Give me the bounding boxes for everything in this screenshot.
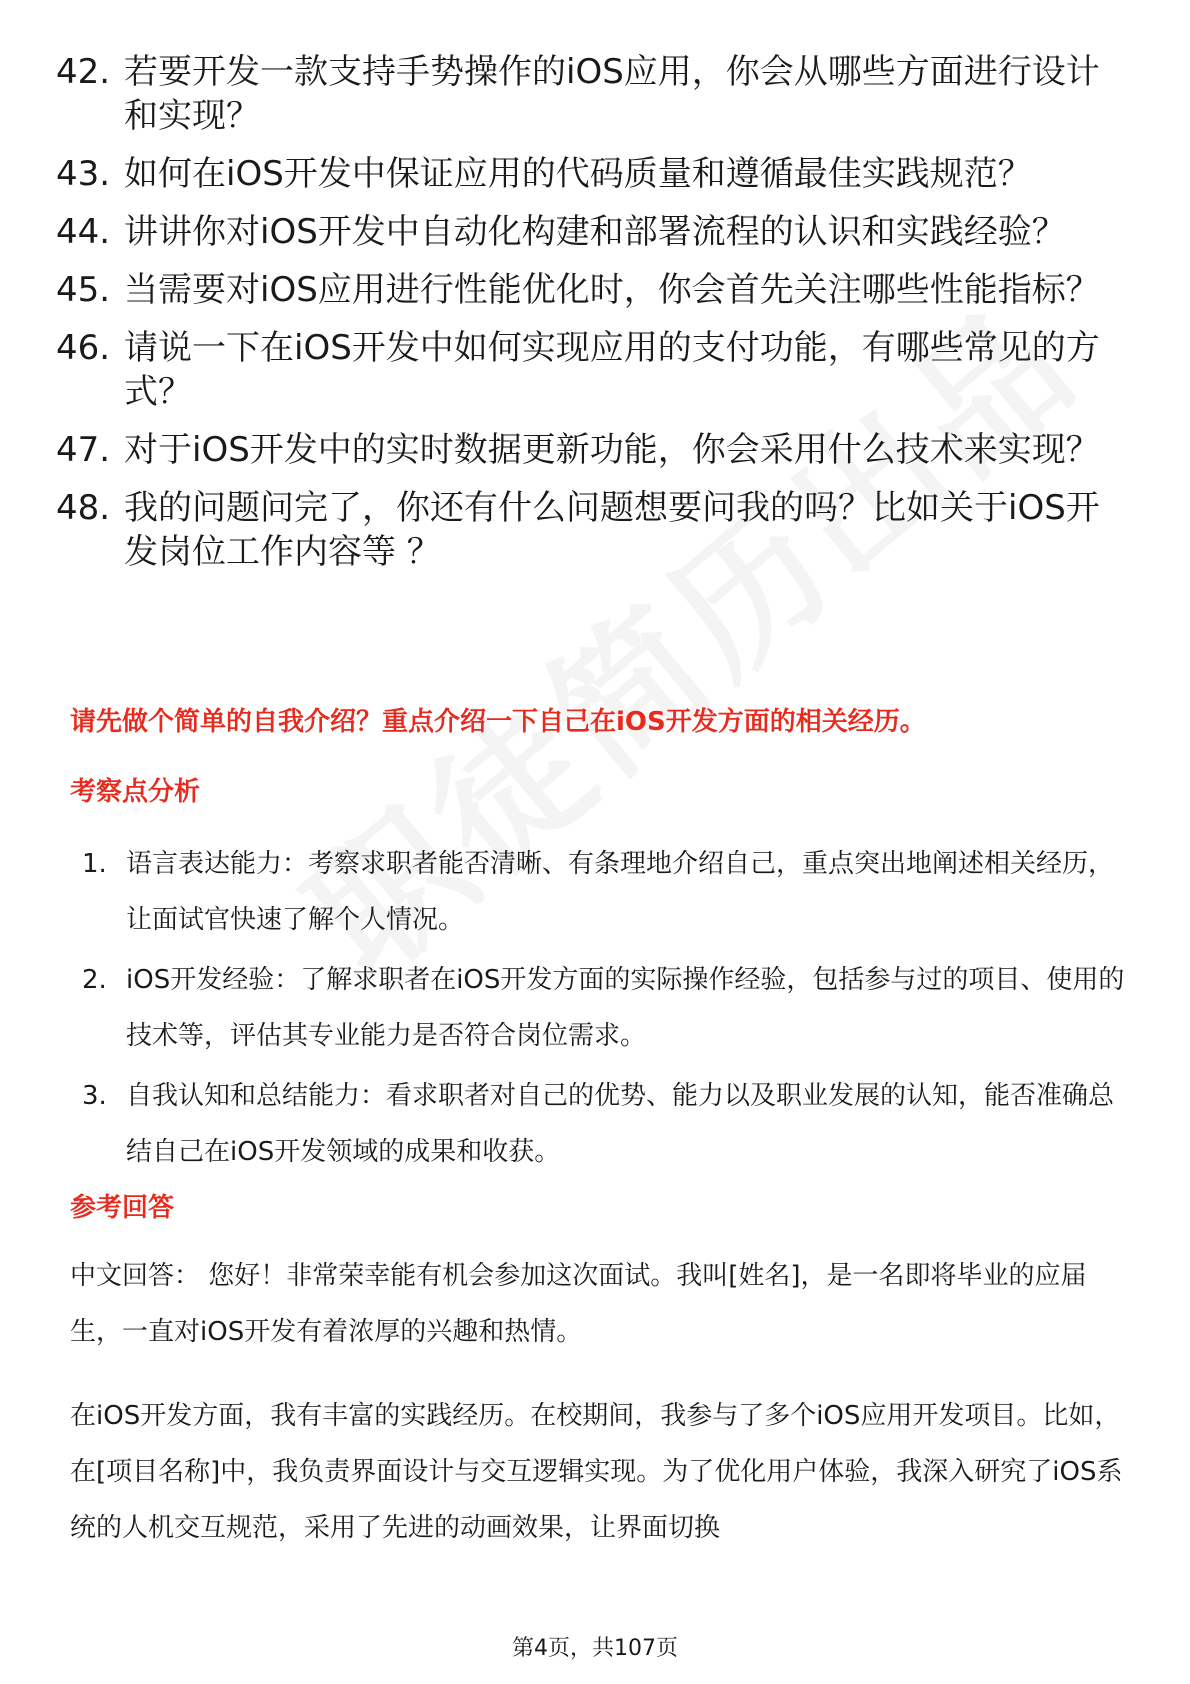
analysis-heading: 考察点分析 (70, 777, 201, 807)
answer-paragraph: 中文回答： 您好！非常荣幸能有机会参加这次面试。我叫[姓名]，是一名即将毕业的应届生，一直对iOS开发有着浓厚的兴趣和热情。 (70, 1261, 1087, 1347)
question-text: 当需要对iOS应用进行性能优化时，你会首先关注哪些性能指标？ (124, 270, 1100, 310)
question-item (56, 210, 1126, 254)
question-text: 如何在iOS开发中保证应用的代码质量和遵循最佳实践规范？ (124, 154, 1032, 194)
question-item (56, 50, 1126, 138)
answer-heading: 参考回答 (70, 1193, 175, 1223)
point-number: 2. (82, 965, 107, 995)
analysis-point (82, 952, 1132, 1064)
point-number: 3. (82, 1081, 107, 1111)
page-footer: 第4页，共107页 (512, 1636, 678, 1661)
question-number: 44. (56, 212, 111, 252)
question-text: 若要开发一款支持手势操作的iOS应用，你会从哪些方面进行设计和实现？ (124, 52, 1100, 136)
question-list (56, 50, 1126, 588)
point-text: 自我认知和总结能力：看求职者对自己的优势、能力以及职业发展的认知，能否准确总结自己在iOS开发领域的成果和收获。 (126, 1081, 1115, 1167)
question-item (56, 268, 1126, 312)
point-text: 语言表达能力：考察求职者能否清晰、有条理地介绍自己，重点突出地阐述相关经历，让面试官快速了解个人情况。 (126, 849, 1115, 935)
answer-paragraph: 在iOS开发方面，我有丰富的实践经历。在校期间，我参与了多个iOS应用开发项目。比如，在[项目名称]中，我负责界面设计与交互逻辑实现。为了优化用户体验，我深入研究了iOS系统的人机交互规范，采用了先进的动画效果，让界面切换 (70, 1401, 1123, 1543)
question-text: 我的问题问完了，你还有什么问题想要问我的吗？比如关于iOS开发岗位工作内容等 ？ (124, 488, 1100, 572)
question-item (56, 326, 1126, 414)
point-text: iOS开发经验：了解求职者在iOS开发方面的实际操作经验，包括参与过的项目、使用的技术等，评估其专业能力是否符合岗位需求。 (126, 965, 1125, 1051)
question-number: 47. (56, 430, 111, 470)
analysis-point (82, 1068, 1132, 1180)
question-number: 46. (56, 328, 111, 368)
question-item (56, 486, 1126, 574)
question-item (56, 152, 1126, 196)
question-number: 42. (56, 52, 111, 92)
point-number: 1. (82, 849, 107, 879)
question-number: 43. (56, 154, 111, 194)
analysis-point (82, 836, 1132, 948)
question-text: 讲讲你对iOS开发中自动化构建和部署流程的认识和实践经验？ (124, 212, 1066, 252)
question-item (56, 428, 1126, 472)
question-text: 对于iOS开发中的实时数据更新功能，你会采用什么技术来实现？ (124, 430, 1100, 470)
question-text: 请说一下在iOS开发中如何实现应用的支付功能，有哪些常见的方式？ (124, 328, 1100, 412)
question-number: 45. (56, 270, 111, 310)
analysis-list (82, 836, 1132, 1184)
featured-question: 请先做个简单的自我介绍？重点介绍一下自己在iOS开发方面的相关经历。 (70, 707, 926, 737)
question-number: 48. (56, 488, 111, 528)
